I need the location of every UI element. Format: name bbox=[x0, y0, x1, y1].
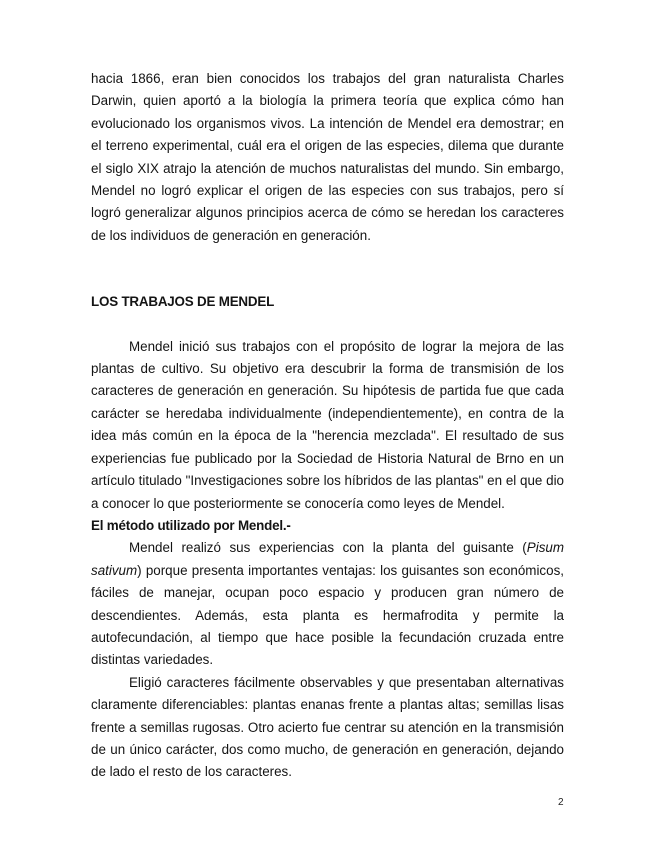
section-heading-trabajos: LOS TRABAJOS DE MENDEL bbox=[91, 294, 275, 310]
intro-paragraph: hacia 1866, eran bien conocidos los trabajos del gran naturalista Charles Darwin, quien aportó a la biología la primera teoría que explica cómo han evolucionado los organismos vivos. La intención de Mendel era demostrar; en el terreno experimental, cuál era el origen de las especies, dilema que durante el siglo XIX atrajo la atención de muchos naturalistas del mundo. Sin embargo, Mendel no logró explicar el origen de las especies con sus trabajos, pero sí logró generalizar algunos principios acerca de cómo se heredan los caracteres de los individuos de generación en generación. bbox=[91, 71, 564, 243]
page-number: 2 bbox=[558, 797, 564, 808]
metodo-paragraph-1 bbox=[91, 537, 564, 671]
metodo-p1-text-end: ) porque presenta importantes ventajas: los guisantes son económicos, fáciles de manejar, ocupan poco espacio y producen gran número de descendientes. Además, esta planta es hermafrodita y permite la autofecundación, al tiempo que hace posible la fecundación cruzada entre distintas variedades. bbox=[91, 562, 564, 668]
section-heading-metodo: El método utilizado por Mendel.- bbox=[91, 517, 291, 533]
spacer bbox=[91, 247, 564, 291]
metodo-paragraph-2: Eligió caracteres fácilmente observables y que presentaban alternativas claramente diferenciables: plantas enanas frente a plantas altas; semillas lisas frente a semillas rugosas. Otro acierto fue centrar su atención en la transmisión de un único carácter, dos como mucho, de generación en generación, dejando de lado el resto de los caracteres. bbox=[91, 674, 564, 780]
metodo-p1-text-start: Mendel realizó sus experiencias con la planta del guisante ( bbox=[129, 540, 527, 556]
spacer bbox=[91, 314, 564, 336]
species-name-italic: Pisum sativum bbox=[91, 540, 564, 578]
trabajos-paragraph: Mendel inició sus trabajos con el propósito de lograr la mejora de las plantas de cultivo. Su objetivo era descubrir la forma de transmisión de los caracteres de generación en generación. Su hipótesis de partida fue que cada carácter se heredaba individualmente (independientemente), en contra de la idea más común en la época de la "herencia mezclada". El resultado de sus experiencias fue publicado por la Sociedad de Historia Natural de Brno en un artículo titulado "Investigaciones sobre los híbridos de las plantas" en el que dio a conocer lo que posteriormente se conocería como leyes de Mendel. bbox=[91, 338, 564, 511]
document-page bbox=[91, 68, 564, 784]
